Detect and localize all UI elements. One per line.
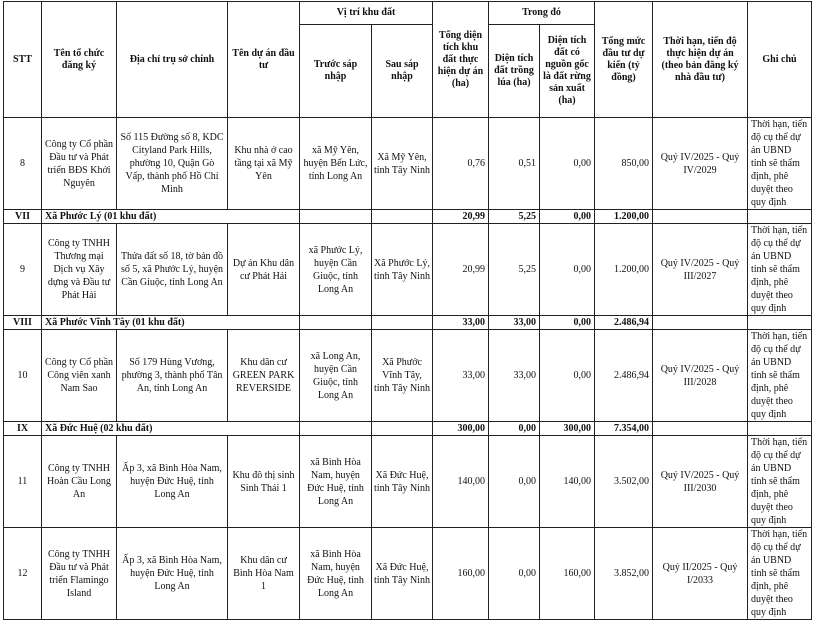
cell-after: Xã Phước Vĩnh Tây, tỉnh Tây Ninh — [372, 330, 433, 422]
col-location: Vị trí khu đất — [300, 2, 433, 25]
cell-area: 160,00 — [433, 528, 489, 620]
cell-note: Thời hạn, tiến độ cụ thể dự án UBND tỉnh sẽ thẩm định, phê duyệt theo quy định — [748, 118, 812, 210]
cell-timeline: Quý IV/2025 - Quý III/2028 — [653, 330, 748, 422]
cell-forest: 140,00 — [540, 436, 595, 528]
section-forest: 0,00 — [540, 316, 595, 330]
cell-rice: 0,00 — [489, 528, 540, 620]
table-row — [4, 330, 812, 422]
cell-address: Số 179 Hùng Vương, phường 3, thành phố Tân An, tỉnh Long An — [117, 330, 228, 422]
cell-before: xã Phước Lý, huyện Cần Giuộc, tỉnh Long An — [300, 224, 372, 316]
section-investment: 7.354,00 — [595, 422, 653, 436]
table-row — [4, 224, 812, 316]
cell-empty — [653, 316, 748, 330]
cell-rice: 33,00 — [489, 330, 540, 422]
cell-area: 140,00 — [433, 436, 489, 528]
land-projects-table — [3, 1, 812, 620]
cell-rice: 0,51 — [489, 118, 540, 210]
section-title: Xã Phước Vĩnh Tây (01 khu đất) — [42, 316, 300, 330]
col-address: Địa chỉ trụ sở chính — [117, 2, 228, 118]
col-after-merge: Sau sáp nhập — [372, 25, 433, 118]
section-investment: 2.486,94 — [595, 316, 653, 330]
table-row — [4, 528, 812, 620]
section-no: VII — [4, 210, 42, 224]
section-rice: 0,00 — [489, 422, 540, 436]
cell-empty — [300, 316, 372, 330]
col-notes: Ghi chú — [748, 2, 812, 118]
section-rice: 33,00 — [489, 316, 540, 330]
cell-address: Số 115 Đường số 8, KDC Cityland Park Hills, phường 10, Quận Gò Vấp, thành phố Hồ Chí Minh — [117, 118, 228, 210]
cell-timeline: Quý IV/2025 - Quý III/2030 — [653, 436, 748, 528]
section-row — [4, 422, 812, 436]
cell-empty — [300, 210, 372, 224]
cell-timeline: Quý II/2025 - Quý I/2033 — [653, 528, 748, 620]
section-area: 33,00 — [433, 316, 489, 330]
table-row — [4, 436, 812, 528]
cell-address: Ấp 3, xã Bình Hòa Nam, huyện Đức Huệ, tỉnh Long An — [117, 528, 228, 620]
cell-note: Thời hạn, tiến độ cụ thể dự án UBND tỉnh sẽ thẩm định, phê duyệt theo quy định — [748, 224, 812, 316]
cell-empty — [748, 316, 812, 330]
section-area: 300,00 — [433, 422, 489, 436]
table-row — [4, 118, 812, 210]
section-title: Xã Đức Huệ (02 khu đất) — [42, 422, 300, 436]
cell-timeline: Quý IV/2025 - Quý III/2027 — [653, 224, 748, 316]
cell-empty — [372, 316, 433, 330]
cell-investment: 3.852,00 — [595, 528, 653, 620]
cell-org: Công ty TNHH Đầu tư và Phát triển Flamingo Island — [42, 528, 117, 620]
cell-address: Ấp 3, xã Bình Hòa Nam, huyện Đức Huệ, tỉnh Long An — [117, 436, 228, 528]
col-project-name: Tên dự án đầu tư — [228, 2, 300, 118]
cell-note: Thời hạn, tiến độ cụ thể dự án UBND tỉnh sẽ thẩm định, phê duyệt theo quy định — [748, 330, 812, 422]
col-investment: Tổng mức đầu tư dự kiến (tỷ đồng) — [595, 2, 653, 118]
cell-org: Công ty Cổ phần Đầu tư và Phát triển BĐS Khởi Nguyên — [42, 118, 117, 210]
cell-area: 33,00 — [433, 330, 489, 422]
col-org-name: Tên tổ chức đăng ký — [42, 2, 117, 118]
header-row-1 — [4, 2, 812, 25]
cell-forest: 0,00 — [540, 118, 595, 210]
cell-org: Công ty TNHH Hoàn Cầu Long An — [42, 436, 117, 528]
cell-investment: 2.486,94 — [595, 330, 653, 422]
cell-area: 0,76 — [433, 118, 489, 210]
cell-after: Xã Phước Lý, tỉnh Tây Ninh — [372, 224, 433, 316]
cell-forest: 0,00 — [540, 224, 595, 316]
cell-investment: 850,00 — [595, 118, 653, 210]
section-area: 20,99 — [433, 210, 489, 224]
cell-empty — [653, 422, 748, 436]
cell-before: xã Bình Hòa Nam, huyện Đức Huệ, tỉnh Long An — [300, 528, 372, 620]
cell-address: Thửa đất số 18, tờ bản đồ số 5, xã Phước Lý, huyện Cần Giuộc, tỉnh Long An — [117, 224, 228, 316]
section-title: Xã Phước Lý (01 khu đất) — [42, 210, 300, 224]
col-timeline: Thời hạn, tiến độ thực hiện dự án (theo bản đăng ký nhà đầu tư) — [653, 2, 748, 118]
col-rice-area: Diện tích đất trồng lúa (ha) — [489, 25, 540, 118]
cell-stt: 11 — [4, 436, 42, 528]
cell-empty — [748, 210, 812, 224]
col-of-which: Trong đó — [489, 2, 595, 25]
cell-stt: 8 — [4, 118, 42, 210]
cell-area: 20,99 — [433, 224, 489, 316]
col-stt: STT — [4, 2, 42, 118]
col-forest-area: Diện tích đất có nguồn gốc là đất rừng sản xuất (ha) — [540, 25, 595, 118]
cell-note: Thời hạn, tiến độ cụ thể dự án UBND tỉnh sẽ thẩm định, phê duyệt theo quy định — [748, 528, 812, 620]
cell-empty — [372, 422, 433, 436]
cell-empty — [372, 210, 433, 224]
col-before-merge: Trước sáp nhập — [300, 25, 372, 118]
section-investment: 1.200,00 — [595, 210, 653, 224]
cell-project: Khu nhà ở cao tầng tại xã Mỹ Yên — [228, 118, 300, 210]
cell-empty — [300, 422, 372, 436]
cell-timeline: Quý IV/2025 - Quý IV/2029 — [653, 118, 748, 210]
cell-investment: 1.200,00 — [595, 224, 653, 316]
cell-after: Xã Mỹ Yên, tỉnh Tây Ninh — [372, 118, 433, 210]
cell-after: Xã Đức Huệ, tỉnh Tây Ninh — [372, 436, 433, 528]
cell-rice: 5,25 — [489, 224, 540, 316]
cell-stt: 10 — [4, 330, 42, 422]
cell-stt: 12 — [4, 528, 42, 620]
cell-project: Khu dân cư GREEN PARK REVERSIDE — [228, 330, 300, 422]
cell-stt: 9 — [4, 224, 42, 316]
cell-project: Dự án Khu dân cư Phát Hải — [228, 224, 300, 316]
cell-empty — [653, 210, 748, 224]
col-total-area: Tổng diện tích khu đất thực hiện dự án (ha) — [433, 2, 489, 118]
cell-forest: 0,00 — [540, 330, 595, 422]
cell-project: Khu dân cư Bình Hòa Nam 1 — [228, 528, 300, 620]
cell-after: Xã Đức Huệ, tỉnh Tây Ninh — [372, 528, 433, 620]
cell-before: xã Long An, huyện Cần Giuộc, tỉnh Long An — [300, 330, 372, 422]
cell-investment: 3.502,00 — [595, 436, 653, 528]
section-forest: 0,00 — [540, 210, 595, 224]
section-row — [4, 210, 812, 224]
cell-rice: 0,00 — [489, 436, 540, 528]
cell-forest: 160,00 — [540, 528, 595, 620]
cell-before: xã Mỹ Yên, huyện Bến Lức, tỉnh Long An — [300, 118, 372, 210]
section-rice: 5,25 — [489, 210, 540, 224]
cell-org: Công ty TNHH Thương mại Dịch vụ Xây dựng và Đầu tư Phát Hải — [42, 224, 117, 316]
cell-before: xã Bình Hòa Nam, huyện Đức Huệ, tỉnh Long An — [300, 436, 372, 528]
cell-org: Công ty Cổ phần Công viên xanh Nam Sao — [42, 330, 117, 422]
section-no: IX — [4, 422, 42, 436]
cell-note: Thời hạn, tiến độ cụ thể dự án UBND tỉnh sẽ thẩm định, phê duyệt theo quy định — [748, 436, 812, 528]
section-forest: 300,00 — [540, 422, 595, 436]
cell-empty — [748, 422, 812, 436]
section-row — [4, 316, 812, 330]
cell-project: Khu đô thị sinh Sinh Thái 1 — [228, 436, 300, 528]
section-no: VIII — [4, 316, 42, 330]
